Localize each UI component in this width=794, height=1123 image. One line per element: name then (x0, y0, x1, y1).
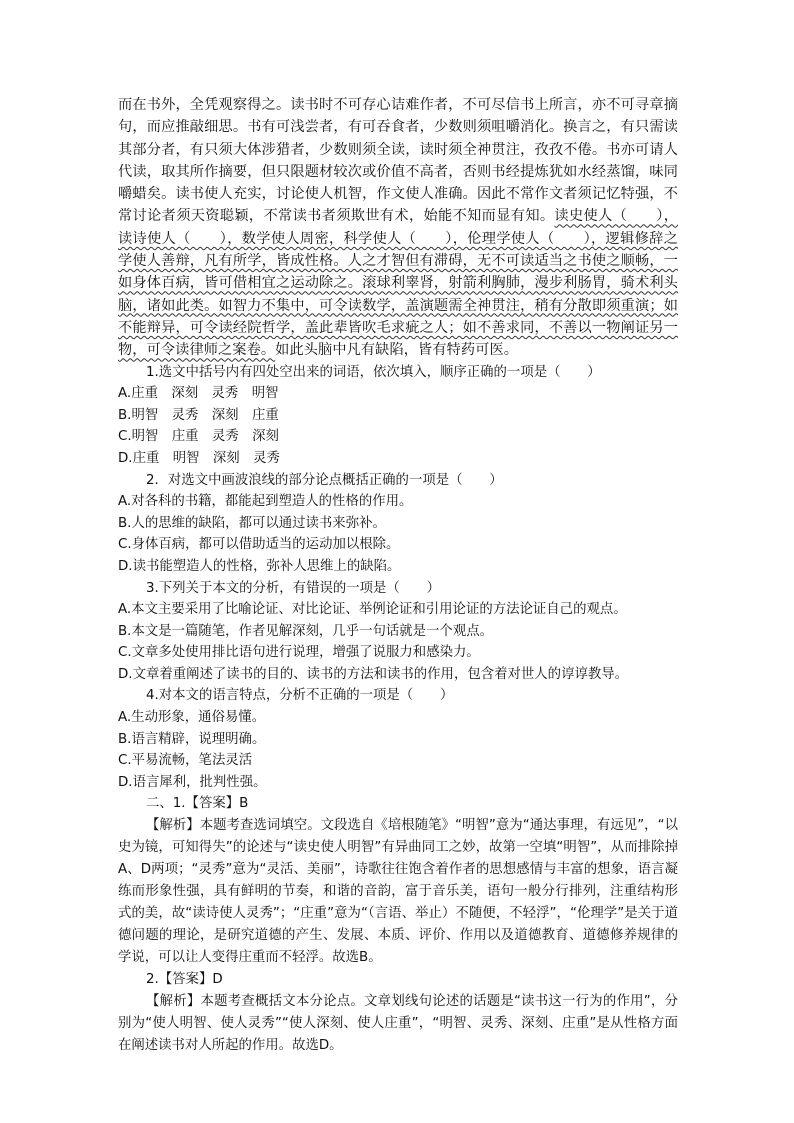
option-line: D.文章着重阐述了读书的目的、读书的方法和读书的作用，包含着对世人的谆谆教导。 (118, 666, 629, 682)
wavy-underlined-passage: 读史使人（ ），读诗使人（ ），数学使人周密，科学使人（ ），伦理学使人（ ），逻辑修辞之学使人善辩，凡有所学，皆成性格。人之才智但有滞碍，无不可读适当之书使之顺畅，一如身体百病，皆可借相宜之运动除之。滚球利睾肾，射箭利胸肺，漫步利肠胃，骑术利头脑，诸如此类。如智力不集中，可令读数学，盖演题需全神贯注，稍有分散即须重演；如不能辩异，可令读经院哲学，盖此辈皆吹毛求疵之人；如不善求同，不善以一物阐证另一物，可令读律师之案卷。 (118, 208, 678, 359)
option-line: B.人的思维的缺陷，都可以通过读书来弥补。 (118, 515, 386, 531)
option-line: A.本文主要采用了比喻论证、对比论证、举例论证和引用论证的方法论证自己的观点。 (118, 602, 627, 618)
option-line: C.身体百病，都可以借助适当的运动加以根除。 (118, 537, 400, 553)
answer-label: 2.【答案】D (146, 972, 223, 988)
option-line: D.语言犀利，批判性强。 (118, 774, 267, 790)
option-line: A.对各科的书籍，都能起到塑造人的性格的作用。 (118, 494, 413, 510)
option-line: A.生动形象，通俗易懂。 (118, 710, 266, 726)
question-line: 2．对选文中画波浪线的部分论点概括正确的一项是（ ） (146, 472, 503, 488)
option-line: D.读书能塑造人的性格，弥补人思维上的缺陷。 (118, 558, 401, 574)
answer-analysis: 【解析】本题考查选词填空。文段选自《培根随笔》“明智”意为“通达事理，有远见”，“以史为镜，可知得失”的论述与“读史使人明智”有异曲同工之妙，故第一空填“明智”，从而排除掉A、D两项；“灵秀”意为“灵活、美丽”，诗歌往往饱含着作者的思想感情与丰富的想象，语言凝练而形象性强，具有鲜明的节奏，和谐的音韵，富于音乐美，语句一般分行排列，注重结构形式的美，故“读诗使人灵秀”；“庄重”意为“（言语、举止）不随便，不轻浮”，“伦理学”是关于道德问题的理论，是研究道德的产生、发展、本质、评价、作用以及道德教育、道德修养规律的学说，可以让人变得庄重而不轻浮。故选B。 (118, 818, 678, 966)
option-line: B.明智 灵秀 深刻 庄重 (118, 407, 279, 423)
passage-paragraph (118, 94, 678, 362)
answer-section (118, 793, 678, 1056)
option-line: A.庄重 深刻 灵秀 明智 (118, 386, 279, 402)
option-line: D.庄重 明智 深刻 灵秀 (118, 450, 280, 466)
option-line: B.语言精辟，说理明确。 (118, 731, 266, 747)
answer-analysis: 【解析】本题考查概括文本分论点。文章划线句论述的话题是“读书这一行为的作用”，分别为“使人明智、使人灵秀”“使人深刻、使人庄重”，“明智、灵秀、深刻、庄重”是从性格方面在阐述读书对人所起的作用。故选D。 (118, 993, 678, 1053)
question-line: 1.选文中括号内有四处空出来的词语，依次填入，顺序正确的一项是（ ） (146, 364, 601, 380)
option-line: C.文章多处使用排比语句进行说理，增强了说服力和感染力。 (118, 645, 480, 661)
option-line: C.平易流畅，笔法灵活 (118, 753, 253, 769)
document-page (118, 94, 678, 1057)
question-line: 4.对本文的语言特点，分析不正确的一项是（ ） (146, 688, 454, 704)
option-line: C.明智 庄重 灵秀 深刻 (118, 429, 279, 445)
option-line: B.本文是一篇随笔，作者见解深刻，几乎一句话就是一个观点。 (118, 623, 493, 639)
answer-label: 二、1.【答案】B (146, 796, 249, 812)
passage-text-end: 如此头脑中凡有缺陷，皆有特药可医。 (275, 342, 519, 359)
question-list (118, 362, 678, 794)
passage-text: 而在书外，全凭观察得之。读书时不可存心诘难作者，不可尽信书上所言，亦不可寻章摘句，而应推敲细思。书有可浅尝者，有可吞食者，少数则须咀嚼消化。换言之，有只需读其部分者，有只须大体涉猎者，少数则须全读，读时须全神贯注，孜孜不倦。书亦可请人代读，取其所作摘要，但只限题材较次或价值不高者，否则书经提炼犹如水经蒸馏，味同嚼蜡矣。读书使人充实，讨论使人机智，作文使人准确。因此不常作文者须记忆特强，不常讨论者须天资聪颖，不常读书者须欺世有术，始能不知而显有知。 (118, 97, 678, 225)
question-line: 3.下列关于本文的分析，有错误的一项是（ ） (146, 580, 440, 596)
